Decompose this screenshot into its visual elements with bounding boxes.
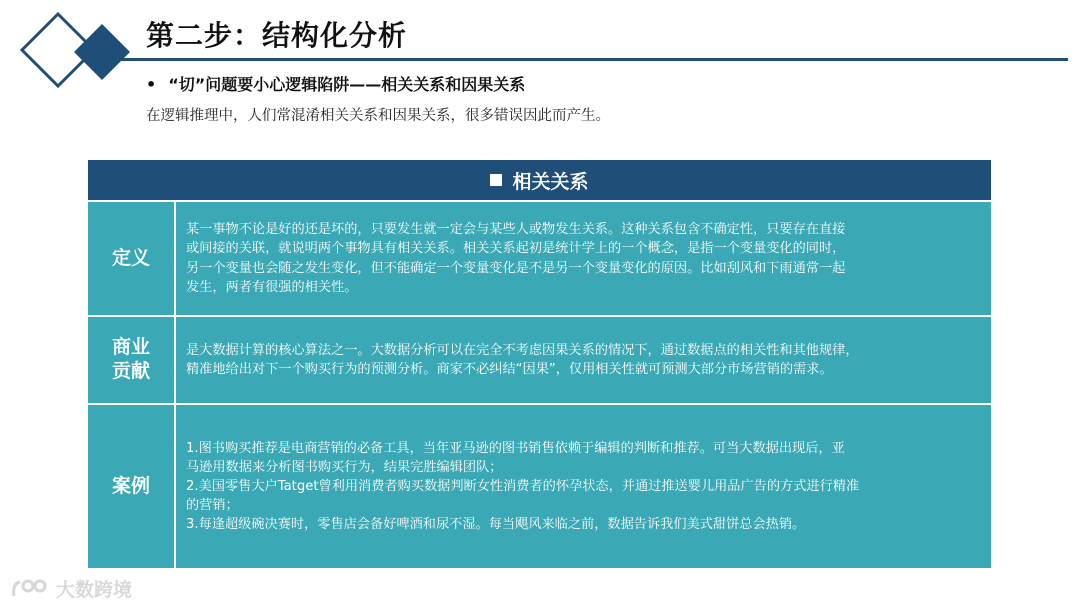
content-line: 3.每逢超级碗决赛时，零售店会备好啤酒和尿不湿。每当飓风来临之前，数据告诉我们美式甜饼总会热销。 (186, 517, 806, 533)
table-header-label: 相关关系 (512, 170, 589, 193)
watermark (10, 575, 132, 602)
square-bullet-icon (490, 174, 502, 186)
table-row-business-value (88, 317, 991, 403)
table-row-definition (88, 202, 991, 315)
label-line: 商业 (111, 336, 150, 359)
page-title: 第二步：结构化分析 (146, 19, 408, 52)
content-line: 的营销； (186, 498, 239, 514)
content-line: 2.美国零售大户Tatget曾利用消费者购买数据判断女性消费者的怀孕状态，并通过推送婴儿用品广告的方式进行精准 (186, 478, 860, 494)
row-content-definition (176, 202, 991, 315)
logo-diamonds (18, 10, 138, 100)
label-line: 贡献 (111, 360, 150, 382)
title-underline (110, 58, 1068, 61)
bullet-dot: • (146, 75, 157, 94)
row-label-business-value (88, 317, 176, 403)
row-content-business-value (176, 317, 991, 403)
watermark-logo-icon (10, 576, 50, 602)
watermark-text: 大数跨境 (56, 579, 133, 601)
intro-text: 在逻辑推理中，人们常混淆相关关系和因果关系，很多错误因此而产生。 (146, 108, 610, 124)
content-line: 某一事物不论是好的还是坏的，只要发生就一定会与某些人或物发生关系。这种关系包含不确定性，只要存在直接 (186, 222, 846, 238)
content-line: 另一个变量也会随之发生变化，但不能确定一个变量变化是不是另一个变量变化的原因。比如刮风和下雨通常一起 (186, 260, 846, 276)
row-content-cases (176, 405, 991, 568)
bullet-text: “切”问题要小心逻辑陷阱——相关关系和因果关系 (168, 75, 526, 94)
table-header (88, 160, 991, 200)
content-line: 马逊用数据来分析图书购买行为，结果完胜编辑团队； (186, 459, 503, 475)
table-row-cases (88, 405, 991, 568)
content-line: 精准地给出对下一个购买行为的预测分析。商家不必纠结“因果”，仅用相关性就可预测大部分市场营销的需求。 (186, 362, 833, 377)
content-line: 是大数据计算的核心算法之一。大数据分析可以在完全不考虑因果关系的情况下，通过数据点的相关性和其他规律， (186, 342, 859, 358)
row-label-cases: 案例 (88, 405, 176, 568)
bullet-heading (146, 72, 525, 95)
row-label-definition: 定义 (88, 202, 176, 315)
content-line: 或间接的关联，就说明两个事物具有相关关系。相关关系起初是统计学上的一个概念，是指一个变量变化的同时， (186, 241, 846, 257)
content-line: 发生，两者有很强的相关性。 (186, 279, 358, 295)
content-line: 1.图书购买推荐是电商营销的必备工具，当年亚马逊的图书销售依赖于编辑的判断和推荐。可当大数据出现后，亚 (186, 440, 845, 456)
